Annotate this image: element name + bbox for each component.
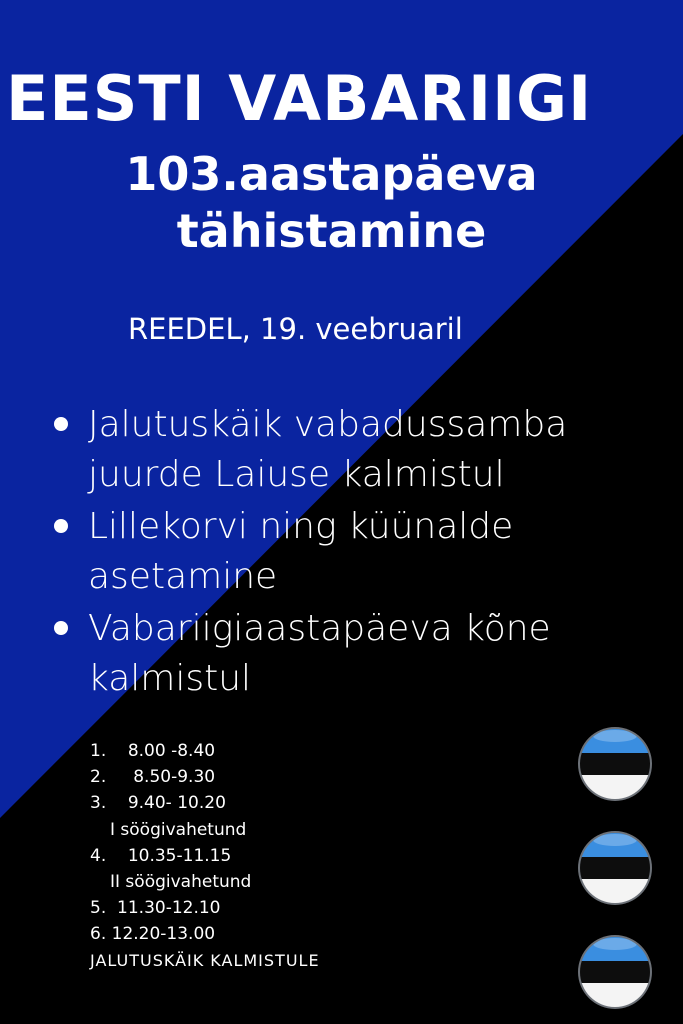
schedule-item: 3. 9.40- 10.20	[90, 793, 226, 814]
estonian-flag-icon	[577, 934, 653, 1010]
activity-line: Jalutuskäik vabadussamba	[88, 404, 568, 445]
activity-line: kalmistul	[88, 658, 252, 699]
schedule-item: 1. 8.00 -8.40	[90, 741, 216, 761]
subtitle-line-1: 103.aastapäeva	[125, 147, 538, 201]
estonian-flag-icon	[577, 830, 653, 906]
activity-line: asetamine	[88, 556, 278, 597]
activity-line: Vabariigiaastapäeva kõne	[88, 608, 551, 649]
activity-item	[88, 604, 678, 704]
schedule-item: 5. 11.30-12.10	[90, 898, 221, 919]
schedule-list	[90, 738, 320, 974]
estonian-flag-icon	[577, 726, 653, 802]
schedule-final: JALUTUSKÄIK KALMISTULE	[90, 950, 320, 970]
schedule-break: II söögivahetund	[110, 872, 252, 893]
bullet-dot-icon	[54, 621, 68, 635]
activity-line: juurde Laiuse kalmistul	[88, 454, 505, 495]
event-date: REEDEL, 19. veebruaril	[128, 312, 463, 346]
activity-item	[88, 400, 678, 500]
activity-list	[88, 400, 678, 706]
activity-item	[88, 502, 678, 602]
activity-line: Lillekorvi ning küünalde	[88, 506, 514, 547]
bullet-dot-icon	[54, 417, 68, 431]
schedule-item: 6. 12.20-13.00	[90, 924, 216, 945]
title-main: EESTI VABARIIGI	[6, 62, 593, 135]
subtitle-line-2: tähistamine	[176, 204, 487, 258]
schedule-item: 4. 10.35-11.15	[90, 845, 232, 866]
schedule-break: I söögivahetund	[110, 819, 247, 840]
schedule-item: 2. 8.50-9.30	[90, 767, 216, 788]
bullet-dot-icon	[54, 519, 68, 533]
